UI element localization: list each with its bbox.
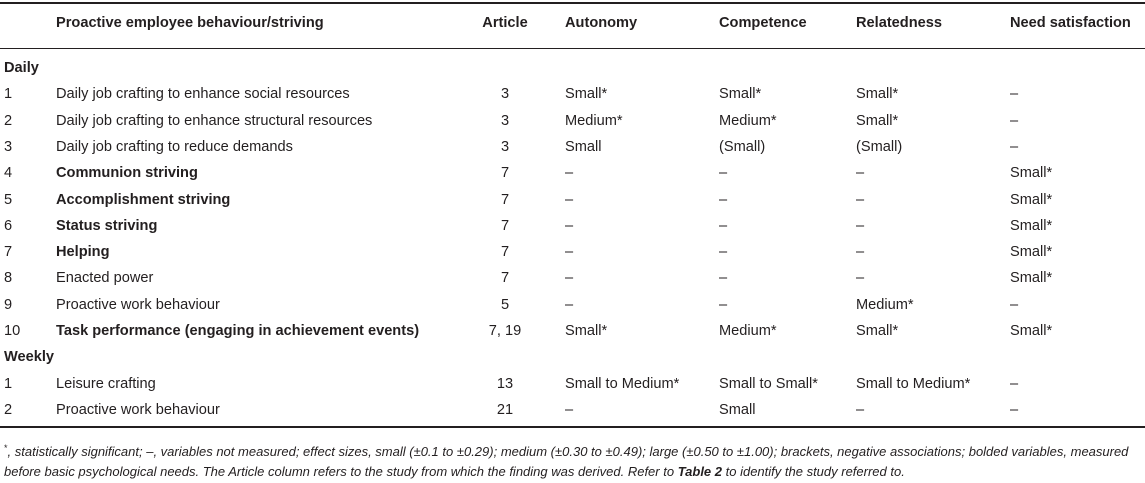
table-row (0, 108, 1145, 134)
autonomy-cell: – (565, 270, 574, 287)
behaviour-cell: Daily job crafting to enhance social resources (56, 86, 350, 103)
competence-cell: Medium* (719, 112, 777, 129)
table-row (0, 213, 1145, 239)
autonomy-cell: – (565, 401, 574, 418)
table-row (0, 81, 1145, 107)
relatedness-cell: Small to Medium* (856, 375, 971, 392)
behaviour-cell: Proactive work behaviour (56, 401, 220, 418)
article-cell: 3 (500, 138, 510, 155)
table-row (0, 292, 1145, 318)
article-cell: 7 (500, 244, 510, 261)
relatedness-cell: Small* (856, 323, 899, 339)
competence-cell: – (719, 191, 728, 208)
relatedness-cell: Medium* (856, 296, 914, 313)
autonomy-cell: – (565, 191, 574, 208)
table-row (0, 397, 1145, 423)
behaviour-cell: Daily job crafting to enhance structural resources (56, 112, 373, 129)
article-cell: 13 (496, 375, 514, 392)
row-number: 7 (4, 244, 13, 261)
need-satisfaction-cell: – (1010, 112, 1019, 129)
article-cell: 7 (500, 191, 510, 208)
behaviour-cell: Leisure crafting (56, 375, 156, 392)
need-satisfaction-cell: Small* (1010, 217, 1053, 234)
section-label: Daily (4, 60, 39, 76)
article-cell: 3 (500, 86, 510, 103)
relatedness-cell: Small* (856, 112, 899, 129)
relatedness-cell: – (856, 244, 865, 261)
autonomy-cell: Small* (565, 323, 608, 339)
autonomy-cell: – (565, 244, 574, 261)
autonomy-cell: Medium* (565, 112, 623, 129)
article-cell: 3 (500, 112, 510, 129)
need-satisfaction-cell: – (1010, 401, 1019, 418)
behaviour-cell: Accomplishment striving (56, 191, 231, 208)
relatedness-cell: – (856, 401, 865, 418)
behaviour-cell: Proactive work behaviour (56, 296, 220, 313)
header-need-satisfaction: Need satisfaction (1010, 15, 1131, 31)
article-cell: 7, 19 (488, 323, 522, 339)
competence-cell: – (719, 165, 728, 182)
need-satisfaction-cell: Small* (1010, 191, 1053, 208)
behaviour-cell: Communion striving (56, 165, 198, 182)
need-satisfaction-cell: – (1010, 138, 1019, 155)
row-number: 4 (4, 165, 13, 182)
behaviour-cell: Helping (56, 244, 110, 261)
section-row (0, 344, 1145, 370)
relatedness-cell: – (856, 191, 865, 208)
behaviour-cell: Enacted power (56, 270, 154, 287)
relatedness-cell: – (856, 165, 865, 182)
competence-cell: – (719, 296, 728, 313)
article-cell: 21 (496, 401, 514, 418)
row-number: 3 (4, 138, 13, 155)
header-behaviour: Proactive employee behaviour/striving (56, 15, 324, 31)
behaviour-cell: Daily job crafting to reduce demands (56, 138, 293, 155)
autonomy-cell: – (565, 165, 574, 182)
row-number: 5 (4, 191, 13, 208)
competence-cell: – (719, 244, 728, 261)
row-number: 2 (4, 112, 13, 129)
competence-cell: – (719, 270, 728, 287)
footnote-text-1: , statistically significant; –, variables not measured; effect sizes, small (±0.1 to ±0.29); medium (±0.30 to ±0.49); large (±0.50 to ±1.00); brackets, negative associations; bolded variables, measured before basic psychological needs. The Article column refers to the study from which the finding was derived. Refer to (4, 444, 1129, 479)
autonomy-cell: Small* (565, 86, 608, 103)
need-satisfaction-cell: Small* (1010, 323, 1053, 339)
competence-cell: Small to Small* (719, 375, 818, 392)
behaviour-cell: Task performance (engaging in achievement events) (56, 323, 420, 339)
row-number: 2 (4, 401, 13, 418)
competence-cell: Small* (719, 86, 762, 103)
autonomy-cell: – (565, 296, 574, 313)
need-satisfaction-cell: – (1010, 296, 1019, 313)
header-autonomy: Autonomy (565, 15, 638, 31)
table-row (0, 134, 1145, 160)
relatedness-cell: – (856, 217, 865, 234)
competence-cell: Medium* (719, 323, 777, 339)
header-rule (0, 48, 1145, 49)
article-cell: 7 (500, 270, 510, 287)
footnote-marker: * (4, 443, 8, 453)
table-row (0, 371, 1145, 397)
section-row (0, 55, 1145, 81)
row-number: 9 (4, 296, 13, 313)
bottom-rule (0, 426, 1145, 428)
behaviour-cell: Status striving (56, 217, 158, 234)
article-cell: 7 (500, 217, 510, 234)
relatedness-cell: Small* (856, 86, 899, 103)
row-number: 1 (4, 86, 13, 103)
row-number: 8 (4, 270, 13, 287)
table-row (0, 265, 1145, 291)
footnote-text-2: to identify the study referred to. (722, 464, 905, 479)
autonomy-cell: Small (565, 138, 602, 155)
competence-cell: Small (719, 401, 756, 418)
header-competence: Competence (719, 15, 807, 31)
footnote-table-ref: Table 2 (677, 464, 723, 479)
need-satisfaction-cell: Small* (1010, 244, 1053, 261)
table-footnote (4, 438, 1142, 482)
header-article: Article (482, 15, 528, 31)
need-satisfaction-cell: Small* (1010, 165, 1053, 182)
need-satisfaction-cell: – (1010, 86, 1019, 103)
row-number: 1 (4, 375, 13, 392)
autonomy-cell: – (565, 217, 574, 234)
relatedness-cell: (Small) (856, 138, 903, 155)
table-row (0, 160, 1145, 186)
need-satisfaction-cell: Small* (1010, 270, 1053, 287)
relatedness-cell: – (856, 270, 865, 287)
table-row (0, 318, 1145, 344)
autonomy-cell: Small to Medium* (565, 375, 680, 392)
table-row (0, 187, 1145, 213)
section-label: Weekly (4, 349, 55, 366)
row-number: 10 (4, 323, 21, 339)
row-number: 6 (4, 217, 13, 234)
competence-cell: – (719, 217, 728, 234)
table-row (0, 239, 1145, 265)
header-relatedness: Relatedness (856, 15, 942, 31)
competence-cell: (Small) (719, 138, 766, 155)
need-satisfaction-cell: – (1010, 375, 1019, 392)
article-cell: 7 (500, 165, 510, 182)
article-cell: 5 (500, 296, 510, 313)
